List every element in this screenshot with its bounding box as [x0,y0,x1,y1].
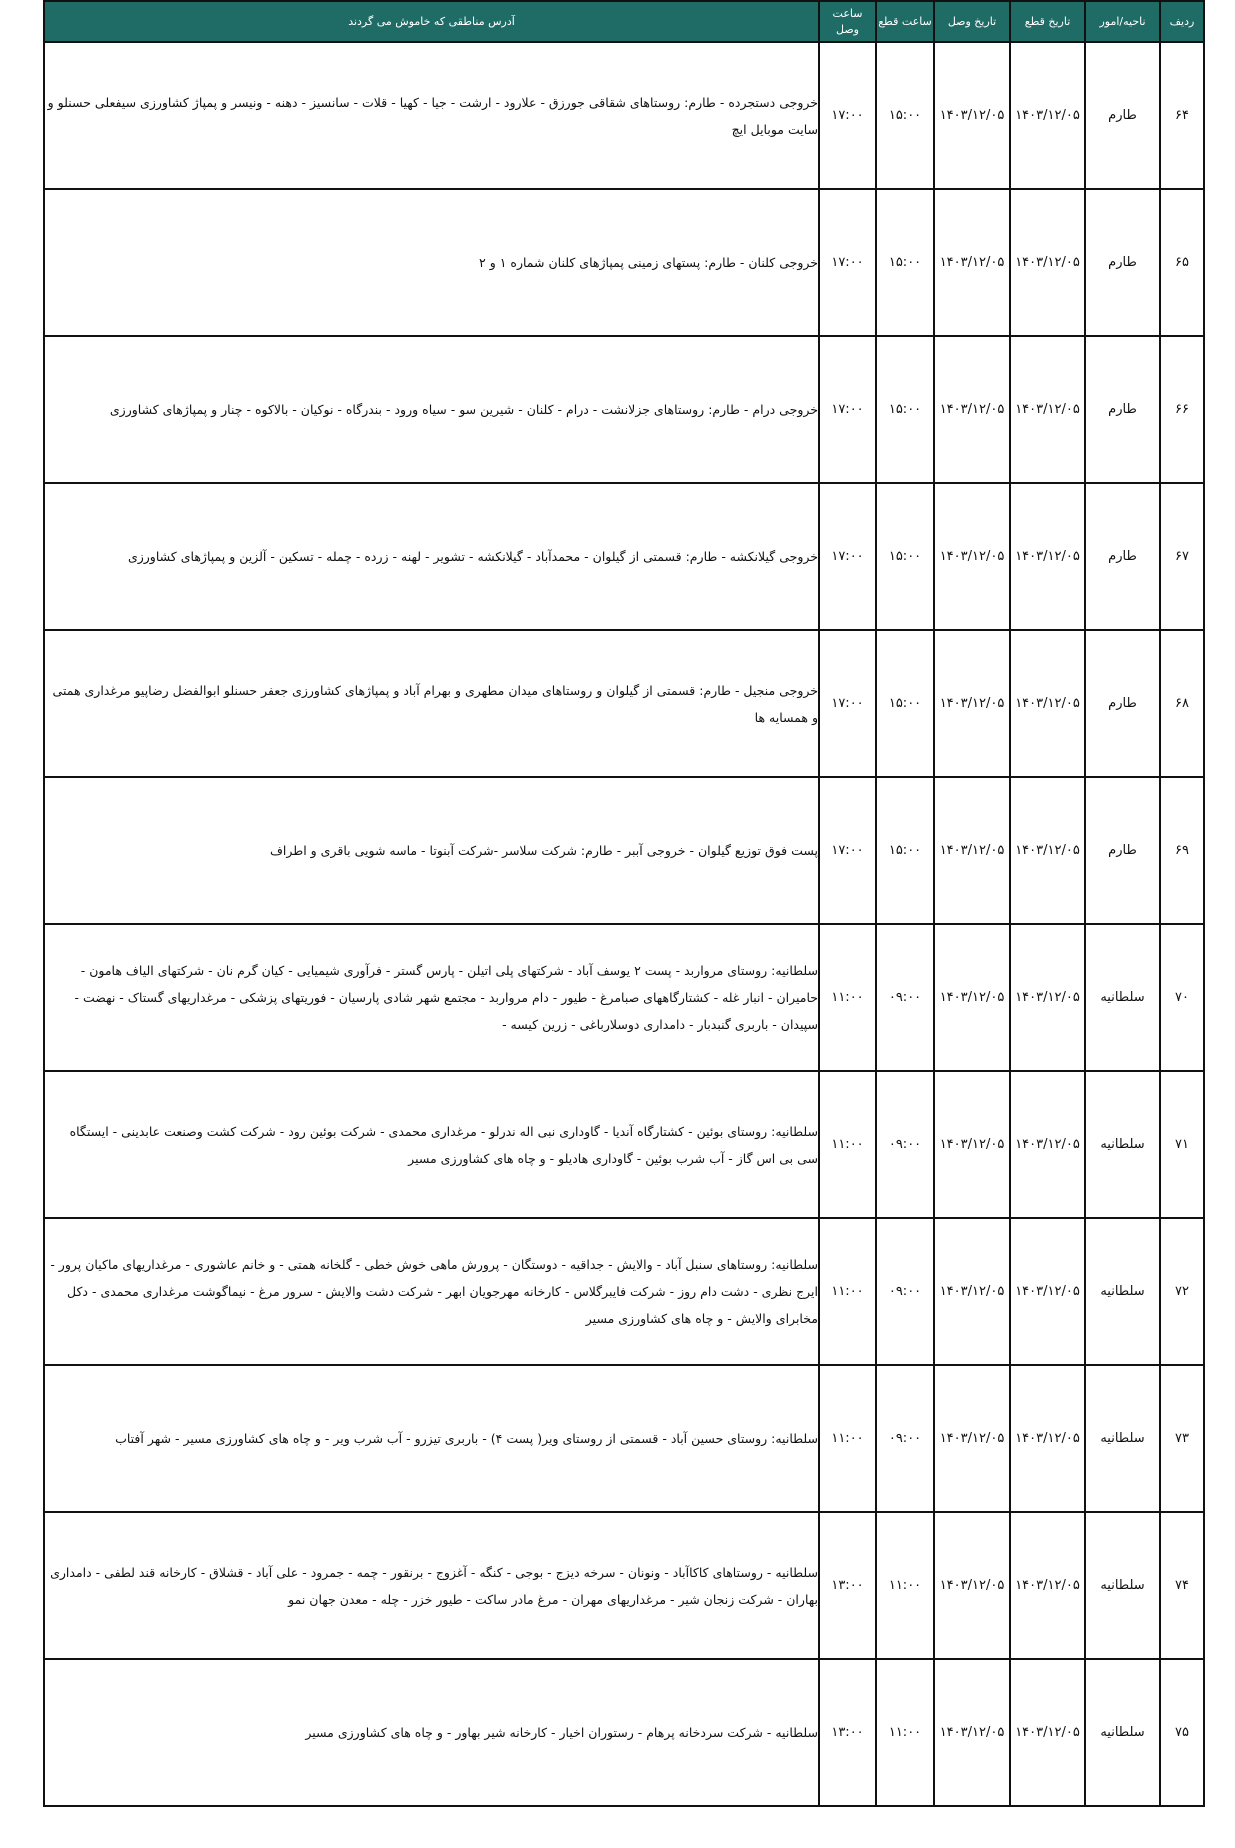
cell-row-no: ۶۷ [1160,483,1204,630]
table-row [44,1218,1204,1365]
table-row [44,1365,1204,1512]
cell-area: سلطانیه [1085,1512,1160,1659]
cell-area: سلطانیه [1085,1071,1160,1218]
header-row-no: ردیف [1160,1,1204,42]
cell-area: سلطانیه [1085,1365,1160,1512]
cell-address: سلطانیه: روستاهای سنبل آباد - والایش - جداقیه - دوستگان - پرورش ماهی خوش خطی - گلخانه همتی - و خانم عاشوری - مرغداریهای ماکیان پرور - ایرج نظری - دشت دام روز - شرکت فایبرگلاس - کارخانه مهرجویان ابهر - شرکت دشت والایش - سرور مرغ - نیماگوشت مرغداری محمدی - دکل مخابرای والایش - و چاه های کشاورزی مسیر [44,1218,819,1365]
cell-cut-time: ۰۹:۰۰ [876,1218,934,1365]
cell-area: سلطانیه [1085,1218,1160,1365]
cell-cut-time: ۱۵:۰۰ [876,483,934,630]
table-row [44,483,1204,630]
cell-row-no: ۷۵ [1160,1659,1204,1806]
cell-connect-date: ۱۴۰۳/۱۲/۰۵ [934,1071,1010,1218]
cell-row-no: ۷۲ [1160,1218,1204,1365]
cell-cut-time: ۱۵:۰۰ [876,189,934,336]
cell-connect-time: ۱۳:۰۰ [819,1512,876,1659]
cell-cut-date: ۱۴۰۳/۱۲/۰۵ [1010,1659,1085,1806]
cell-row-no: ۶۴ [1160,42,1204,189]
cell-connect-date: ۱۴۰۳/۱۲/۰۵ [934,1659,1010,1806]
cell-row-no: ۶۵ [1160,189,1204,336]
cell-address: سلطانیه: روستای مرواربد - پست ۲ یوسف آباد - شرکتهای پلی اتیلن - پارس گستر - فرآوری شیمیایی - کیان گرم نان - شرکتهای الیاف هامون - حامیران - انبار غله - کشتارگاههای صبامرغ - طیور - دام مرواربد - مجتمع شهر شادی پارسیان - فوریتهای پزشکی - مرغداریهای گستاک - نهضت - سپیدان - باربری گنبدبار - دامداری دوسلارباغی - زرین کیسه - [44,924,819,1071]
cell-connect-time: ۱۱:۰۰ [819,1218,876,1365]
cell-area: طارم [1085,42,1160,189]
cell-connect-date: ۱۴۰۳/۱۲/۰۵ [934,483,1010,630]
cell-connect-time: ۱۷:۰۰ [819,630,876,777]
cell-row-no: ۶۶ [1160,336,1204,483]
cell-connect-time: ۱۷:۰۰ [819,189,876,336]
cell-row-no: ۶۸ [1160,630,1204,777]
cell-connect-date: ۱۴۰۳/۱۲/۰۵ [934,777,1010,924]
table-row [44,1659,1204,1806]
cell-cut-date: ۱۴۰۳/۱۲/۰۵ [1010,1218,1085,1365]
table-row [44,42,1204,189]
cell-connect-time: ۱۱:۰۰ [819,924,876,1071]
cell-area: سلطانیه [1085,1659,1160,1806]
table-row [44,189,1204,336]
cell-connect-date: ۱۴۰۳/۱۲/۰۵ [934,336,1010,483]
cell-connect-date: ۱۴۰۳/۱۲/۰۵ [934,189,1010,336]
header-area: ناحیه/امور [1085,1,1160,42]
header-address: آدرس مناطقی که خاموش می گردند [44,1,819,42]
cell-area: طارم [1085,336,1160,483]
cell-address: خروجی دستجرده - طارم: روستاهای شقاقی جورزق - علارود - ارشت - جیا - کهیا - قلات - سانسیز - دهنه - ونیسر و پمپاژ کشاورزی سیفعلی حسنلو و سایت موبایل ایچ [44,42,819,189]
cell-connect-date: ۱۴۰۳/۱۲/۰۵ [934,924,1010,1071]
cell-cut-date: ۱۴۰۳/۱۲/۰۵ [1010,924,1085,1071]
cell-row-no: ۷۳ [1160,1365,1204,1512]
table-row [44,924,1204,1071]
cell-connect-date: ۱۴۰۳/۱۲/۰۵ [934,42,1010,189]
table-row [44,630,1204,777]
cell-area: سلطانیه [1085,924,1160,1071]
header-connect-time: ساعت وصل [819,1,876,42]
cell-row-no: ۷۰ [1160,924,1204,1071]
cell-cut-time: ۱۵:۰۰ [876,777,934,924]
cell-cut-time: ۱۵:۰۰ [876,336,934,483]
cell-connect-date: ۱۴۰۳/۱۲/۰۵ [934,1218,1010,1365]
cell-cut-date: ۱۴۰۳/۱۲/۰۵ [1010,630,1085,777]
header-connect-date: تاریخ وصل [934,1,1010,42]
cell-cut-time: ۰۹:۰۰ [876,1071,934,1218]
cell-cut-time: ۱۱:۰۰ [876,1659,934,1806]
cell-address: سلطانیه - روستاهای کاکاآباد - ونونان - سرخه دیزج - بوجی - کنگه - آغزوج - برنقور - چمه - جمرود - علی آباد - قشلاق - کارخانه قند لطفی - دامداری بهاران - شرکت زنجان شیر - مرغداریهای مهران - مرغ مادر ساکت - طیور خزر - چله - معدن جهان نمو [44,1512,819,1659]
cell-connect-time: ۱۷:۰۰ [819,483,876,630]
table-row [44,777,1204,924]
outage-schedule-table [43,0,1205,1807]
cell-area: طارم [1085,777,1160,924]
cell-connect-time: ۱۱:۰۰ [819,1365,876,1512]
cell-cut-time: ۱۱:۰۰ [876,1512,934,1659]
cell-address: سلطانیه: روستای بوئین - کشتارگاه آندیا - گاوداری نبی اله ندرلو - مرغداری محمدی - شرکت بوئین رود - شرکت کشت وصنعت عابدینی - ایستگاه سی بی اس گاز - آب شرب بوئین - گاوداری هادیلو - و چاه های کشاورزی مسیر [44,1071,819,1218]
cell-cut-time: ۰۹:۰۰ [876,924,934,1071]
cell-cut-date: ۱۴۰۳/۱۲/۰۵ [1010,1512,1085,1659]
cell-address: سلطانیه: روستای حسین آباد - قسمتی از روستای ویر( پست ۴) - باربری تیزرو - آب شرب ویر - و چاه های کشاورزی مسیر - شهر آفتاب [44,1365,819,1512]
cell-area: طارم [1085,189,1160,336]
cell-cut-date: ۱۴۰۳/۱۲/۰۵ [1010,1365,1085,1512]
cell-connect-time: ۱۷:۰۰ [819,336,876,483]
cell-connect-time: ۱۳:۰۰ [819,1659,876,1806]
cell-address: خروجی کلنان - طارم: پستهای زمینی پمپاژهای کلنان شماره ۱ و ۲ [44,189,819,336]
table-row [44,1071,1204,1218]
cell-cut-time: ۰۹:۰۰ [876,1365,934,1512]
cell-cut-date: ۱۴۰۳/۱۲/۰۵ [1010,42,1085,189]
cell-cut-time: ۱۵:۰۰ [876,42,934,189]
cell-cut-time: ۱۵:۰۰ [876,630,934,777]
cell-connect-date: ۱۴۰۳/۱۲/۰۵ [934,1365,1010,1512]
cell-address: پست فوق توزیع گیلوان - خروجی آببر - طارم: شرکت سلاسر -شرکت آبنوتا - ماسه شویی باقری و اطراف [44,777,819,924]
table-row [44,336,1204,483]
cell-cut-date: ۱۴۰۳/۱۲/۰۵ [1010,777,1085,924]
cell-row-no: ۷۱ [1160,1071,1204,1218]
cell-address: سلطانیه - شرکت سردخانه پرهام - رستوران اخیار - کارخانه شیر بهاور - و چاه های کشاورزی مسیر [44,1659,819,1806]
cell-connect-date: ۱۴۰۳/۱۲/۰۵ [934,1512,1010,1659]
cell-area: طارم [1085,483,1160,630]
cell-cut-date: ۱۴۰۳/۱۲/۰۵ [1010,189,1085,336]
cell-area: طارم [1085,630,1160,777]
cell-connect-time: ۱۷:۰۰ [819,42,876,189]
header-row [44,1,1204,42]
header-cut-time: ساعت قطع [876,1,934,42]
cell-cut-date: ۱۴۰۳/۱۲/۰۵ [1010,336,1085,483]
cell-address: خروجی منجیل - طارم: قسمتی از گیلوان و روستاهای میدان مطهری و بهرام آباد و پمپاژهای کشاورزی جعفر حسنلو ابوالفضل رضاپیو مرغداری همتی و همسایه ها [44,630,819,777]
cell-row-no: ۷۴ [1160,1512,1204,1659]
cell-connect-date: ۱۴۰۳/۱۲/۰۵ [934,630,1010,777]
cell-connect-time: ۱۷:۰۰ [819,777,876,924]
cell-cut-date: ۱۴۰۳/۱۲/۰۵ [1010,1071,1085,1218]
cell-cut-date: ۱۴۰۳/۱۲/۰۵ [1010,483,1085,630]
cell-row-no: ۶۹ [1160,777,1204,924]
table-row [44,1512,1204,1659]
header-cut-date: تاریخ قطع [1010,1,1085,42]
cell-connect-time: ۱۱:۰۰ [819,1071,876,1218]
cell-address: خروجی گیلانکشه - طارم: قسمتی از گیلوان - محمدآباد - گیلانکشه - تشویر - لهنه - زرده - چمله - تسکین - آلزین و پمپاژهای کشاورزی [44,483,819,630]
cell-address: خروجی درام - طارم: روستاهای جزلانشت - درام - کلنان - شیرین سو - سیاه ورود - بندرگاه - نوکیان - بالاکوه - چنار و پمپاژهای کشاورزی [44,336,819,483]
